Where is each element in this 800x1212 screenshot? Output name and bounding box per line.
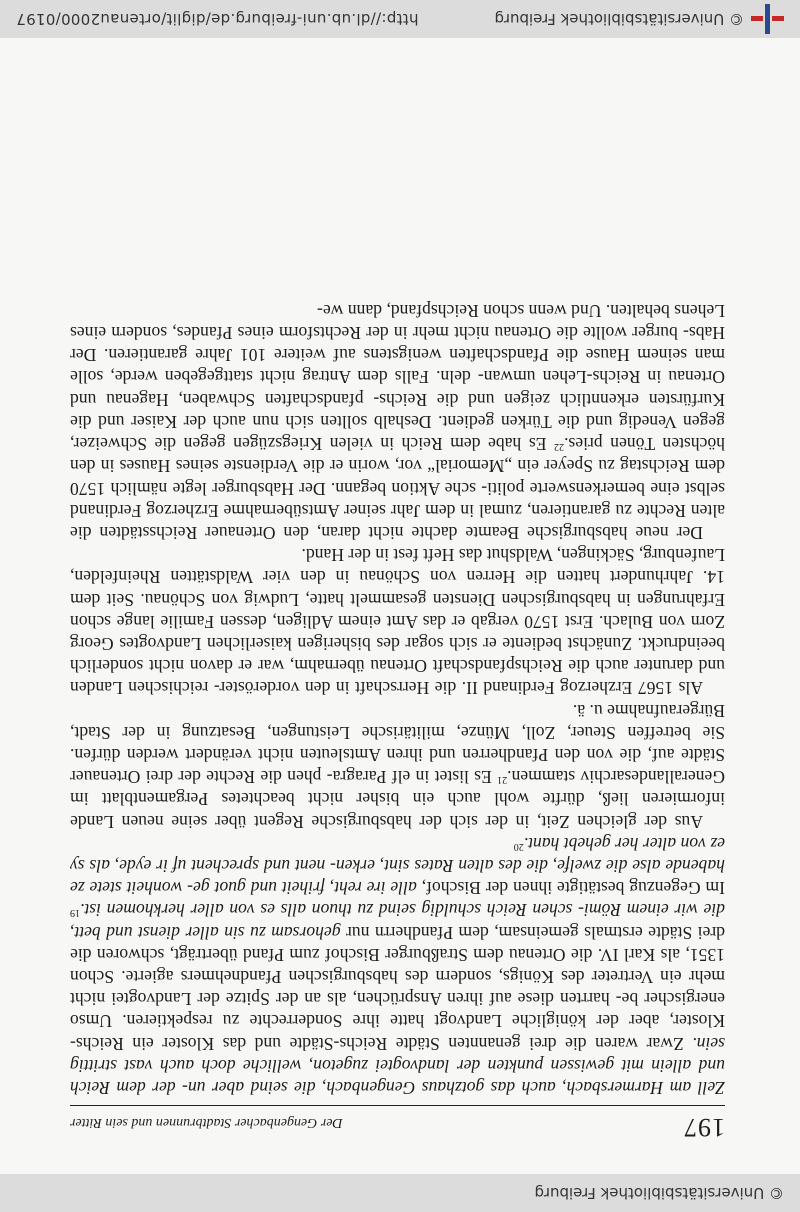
paragraph-1 [70,833,725,1099]
library-credit [495,4,784,34]
quote-text: Zell am Harmersbach, auch das gotzhaus Gengenbach, die seind aber un- der dem Reich und allein mit gewissen punkten der landvogtei zugeton, welliche doch auch vast strittig sein. [70,1033,725,1098]
text-run: Es listet in elf Paragra- phen die Rechte der drei Ortenauer Städte auf, die von den Pfandherren und ihren Amtsleuten nicht verändert werden dürfen. Sie betreffen Steuer, Zoll, Münze, militärische Leistungen, Besatzung in der Stadt, Bürgeraufnahme u. ä. [69,700,725,788]
footnote-ref: 22 [554,441,565,453]
paragraph-2 [70,699,725,832]
paragraph-3: Als 1567 Erzherzog Ferdinand II. die Herrschaft in den vorderöster- reichischen Landen und darunter auch die Reichspfandschaft Ortenau übernahm, war er davon nicht sonderlich beeindruckt. Zunächst bediente er sich sogar des bisherigen kaiserlichen Landvogtes Georg Zorn von Bulach. Erst 1570 vergab er das Amt einem Adligen, dessen Familie lange schon Erfahrungen in habsburgischen Diensten gesammelt hatte, Ludwig von Schönau. Seit dem 14. Jahrhundert hatten die Herren von Schönau in den vier Waldstätten Rheinfelden, Laufenburg, Säckingen, Waldshut das Heft fest in der Hand. [70,545,725,699]
book-page [70,70,725,1142]
page-header [70,1105,725,1142]
source-url-bar [0,0,800,38]
text-run: Es habe dem Reich in vielen Kriegszügen gegen die Schweizer, gegen Venedig und die Türken gedient. Deshalb sollten sich nun auch der Kaiser und die Kurfürsten erkenntlich zeigen und die Reichs- pfandschaften Schwaben, Hagenau und Ortenau in Reichs-Lehen umwan- deln. Falls dem Antrag nicht stattgegeben werde, solle man seinem Hause die Pfandschaften wenigstens auf weitere 101 Jahre garantieren. Der Habs- burger wollte die Ortenau nicht mehr in der Rechtsform eines Pfandes, sondern eines Lehens behalten. Und wenn schon Reichspfand, dann we- [70,300,725,455]
text-run: Zwar waren die drei genannten Städte Reichs-Städte und das Kloster ein Reichs-Kloster, aber der königliche Landvogt hatte ihre Sonderrechte zu respektieren. Umso energischer be- harrten diese auf ihren Ansprüchen, als an der Spitze der Landvogtei nicht mehr ein Vertreter des Königs, sondern des habsburgischen Pfandnehmers agierte. Schon 1351, als Karl IV. die Ortenau dem Straßburger Bischof zum Pfand überträgt, schworen die drei Städte erstmals gemeinsam, dem Pfandherrn nur [70,922,725,1054]
footnote-ref: 20 [513,840,524,852]
footnote-ref: 21 [497,774,508,786]
source-url-link[interactable]: http://dl.ub.uni-freiburg.de/diglit/ortenau2000/0197 [16,10,419,28]
running-head: Der Gengenbacher Stadtbrunnen und sein Ritter [70,1115,343,1130]
page-number: 197 [683,1113,725,1142]
library-name: © Universitätsbibliothek Freiburg [494,10,744,28]
university-logo-icon [750,4,784,34]
quote-text: gehorsam zu sin aller dienst und bett, die wir einem Römi- schen Reich schuldig seind zu thuon alls es von aller herkhomen ist. [69,900,725,943]
body-text [70,300,725,1099]
text-run: Aus der gleichen Zeit, in der sich der habsburgische Regent über seine neuen Lande informieren ließ, dürfte wohl auch ein bisher nicht beachtetes Pergamentblatt im Generallandesarchiv stammen. [70,767,725,832]
footnote-ref: 19 [70,907,80,919]
quote-text: alle ire reht, friheit und guot ge- wonheit stete ze habende alse die zwelfe, die des alten Rates sint, erken- nent und sprechent uf ir eyde, als sy ez von alter her gehebt hant. [70,833,725,899]
bottom-watermark-text: © Universitätsbibliothek Freiburg [534,1184,784,1202]
text-run: Im Gegenzug bestätigte ihnen der Bischof, [416,878,725,899]
paragraph-4 [70,300,725,544]
top-watermark-bar [0,1174,800,1212]
text-run: Der neue habsburgische Beamte dachte nicht daran, den Ortenauer Reichsstädten die alten Rechte zu garantieren, zumal in dem Jahr seiner Amtsübernahme Erzherzog Ferdinand selbst eine bemerkenswerte politi- sche Aktion begann. Der Habsburger legte nämlich 1570 dem Reichstag zu Speyer ein „Memorial“ vor, worin er die Verdienste seines Hauses in den höchsten Tönen pries. [70,434,725,543]
